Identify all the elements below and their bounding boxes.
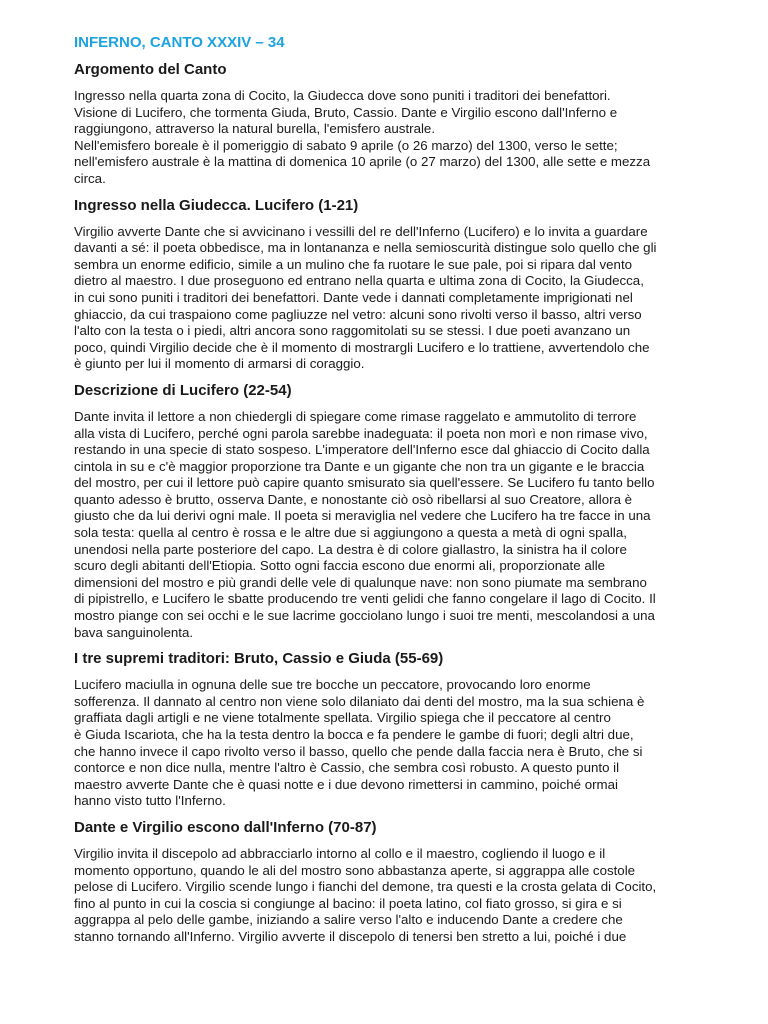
section-heading-lucifero: Descrizione di Lucifero (22-54) [74, 381, 292, 399]
section-body-uscita: Virgilio invita il discepolo ad abbracciarlo intorno al collo e il maestro, cogliendo il luogo e il momento opportuno, quando le ali del mostro sono abbastanza aperte, si aggrappa alle costole pelose di Lucifero. Virgilio scende lungo i fianchi del demone, tra questi e la crosta gelata di Cocito, fino al punto in cui la coscia si congiunge al bacino: il poeta latino, col fiato grosso, si gira e si aggrappa al pelo delle gambe, iniziando a salire verso l'alto e inducendo Dante a credere che stanno tornando all'Inferno. Virgilio avverte il discepolo di tenersi ben stretto a lui, poiché i due [74, 845, 657, 944]
section-body-lucifero: Dante invita il lettore a non chiedergli di spiegare come rimase raggelato e ammutolito di terrore alla vista di Lucifero, perché ogni parola sarebbe inadeguata: il poeta non morì e non rimase vivo, restando in una specie di stato sospeso. L'imperatore dell'Inferno esce dal ghiaccio di Cocito dalla cintola in su e c'è maggior proporzione tra Dante e un gigante che non tra un gigante e le braccia del mostro, per cui il lettore può capire quanto smisurato sia quell'essere. Se Lucifero fu tanto bello quanto adesso è brutto, osserva Dante, e nonostante ciò osò ribellarsi al suo Creatore, allora è giusto che da lui derivi ogni male. Il poeta si meraviglia nel vedere che Lucifero ha tre facce in una sola testa: quella al centro è rossa e le altre due si aggiungono a questa a metà di ogni spalla, unendosi nella parte posteriore del capo. La destra è di colore giallastro, la sinistra ha il colore scuro degli abitanti dell'Etiopia. Sotto ogni faccia escono due enormi ali, proporzionate alle dimensioni del mostro e più grandi delle vele di qualunque nave: non sono piumate ma sembrano di pipistrello, e Lucifero le sbatte producendo tre venti gelidi che fanno congelare il lago di Cocito. Il mostro piange con sei occhi e le sue lacrime gocciolano lungo i suoi tre menti, mescolandosi a una bava sanguinolenta. [74, 408, 656, 640]
section-body-argomento: Ingresso nella quarta zona di Cocito, la Giudecca dove sono puniti i traditori dei benefattori. Visione di Lucifero, che tormenta Giuda, Bruto, Cassio. Dante e Virgilio escono dall'Inferno e raggiungono, attraverso la natural burella, l'emisfero australe. Nell'emisfero boreale è il pomeriggio di sabato 9 aprile (o 26 marzo) del 1300, verso le sette; nell'emisfero australe è la mattina di domenica 10 aprile (o 27 marzo) del 1300, alle sette e mezza circa. [74, 88, 651, 186]
section-heading-uscita: Dante e Virgilio escono dall'Inferno (70-87) [74, 818, 377, 836]
section-body-traditori: Lucifero maciulla in ognuna delle sue tre bocche un peccatore, provocando loro enorme sofferenza. Il dannato al centro non viene solo dilaniato dai denti del mostro, ma la sua schiena è graffiata dagli artigli e ne viene totalmente spellata. Virgilio spiega che il peccatore al centro è Giuda Iscariota, che ha la testa dentro la bocca e fa pendere le gambe di fuori; degli altri due, che hanno invece il capo rivolto verso il basso, quello che pende dalla faccia nera è Bruto, che si contorce e non dice nulla, mentre l'altro è Cassio, che sembra così robusto. A questo punto il maestro avverte Dante che è quasi notte e i due devono rimettersi in cammino, poiché ormai hanno visto tutto l'Inferno. [74, 677, 645, 809]
document-title: INFERNO, CANTO XXXIV – 34 [74, 34, 285, 51]
section-heading-argomento: Argomento del Canto [74, 61, 227, 78]
section-heading-traditori: I tre supremi traditori: Bruto, Cassio e Giuda (55-69) [74, 650, 444, 668]
section-heading-giudecca: Ingresso nella Giudecca. Lucifero (1-21) [74, 196, 359, 214]
section-body-giudecca: Virgilio avverte Dante che si avvicinano i vessilli del re dell'Inferno (Lucifero) e lo invita a guardare davanti a sé: il poeta obbedisce, ma in lontananza e nella semioscurità distingue solo quello che gli sembra un enorme edificio, simile a un mulino che fa ruotare le sue pale, poi si ripara dal vento dietro al maestro. I due proseguono ed entrano nella quarta e ultima zona di Cocito, la Giudecca, in cui sono puniti i traditori dei benefattori. Dante vede i dannati completamente imprigionati nel ghiaccio, da cui traspaiono come pagliuzze nel vetro: alcuni sono rivolti verso il basso, altri verso l'alto con la testa o i piedi, altri ancora sono raggomitolati su se stessi. I due poeti avanzano un poco, quindi Virgilio decide che è il momento di mostrargli Lucifero e lo trattiene, avvertendolo che è giunto per lui il momento di armarsi di coraggio. [74, 223, 657, 372]
